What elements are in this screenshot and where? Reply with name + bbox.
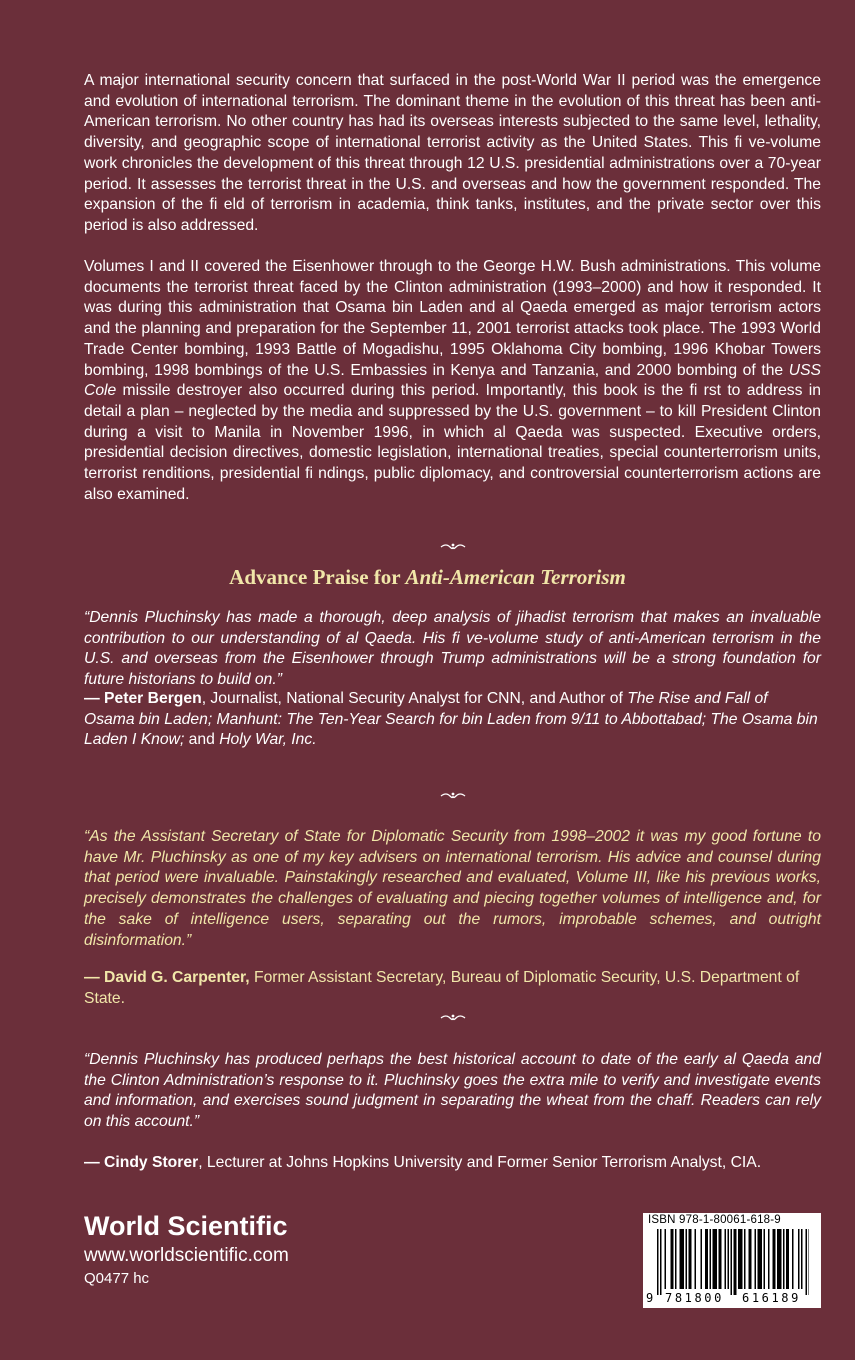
barcode-bar — [665, 1229, 667, 1289]
barcode-bar — [758, 1229, 763, 1289]
attribution-3-name: — Cindy Storer — [84, 1154, 199, 1171]
praise-attribution-1 — [84, 689, 821, 751]
ornament-divider-icon — [440, 791, 466, 801]
barcode-left-digits: 781800 — [665, 1291, 724, 1305]
praise-quote-2: “As the Assistant Secretary of State for Diplomatic Security from 1998–2002 it was my good fortune to have Mr. Pluchinsky as one of my key advisers on international terrorism. His advice and counsel during that period were invaluable. Painstakingly researched and evaluated, Volume III, like his previous works, precisely demonstrates the challenges of evaluating and piecing together volumes of intelligence and, for the sake of intelligence users, separating out the rumors, improbable schemes, and outright disinformation.” — [84, 828, 821, 949]
paragraph-2-text-b: missile destroyer also occurred during this period. Importantly, this book is the fi rst to address in detail a plan – neglected by the media and suppressed by the U.S. government – to kill President Clinton during a visit to Manila in November 1996, in which al Qaeda was suspected. Executive orders, presidential decision directives, domestic legislation, international treaties, special counterterrorism units, terrorist renditions, presidential fi ndings, public diplomacy, and controversial counterterrorism actions are also examined. — [84, 382, 821, 503]
barcode-right-digits: 616189 — [742, 1291, 801, 1305]
barcode-bar — [728, 1229, 730, 1289]
attribution-3-role: , Lecturer at Johns Hopkins University and Former Senior Terrorism Analyst, CIA. — [198, 1154, 762, 1171]
barcode-bar — [749, 1229, 752, 1289]
barcode-bar — [701, 1229, 703, 1289]
paragraph-2-text-a: Volumes I and II covered the Eisenhower through to the George H.W. Bush administrations. This volume documents the terrorist threat faced by the Clinton administration (1993–2000) and how it responded. It was during this administration that Osama bin Laden and al Qaeda emerged as major terrorism actors and the planning and preparation for the September 11, 2001 terrorist attacks took place. The 1993 World Trade Center bombing, 1993 Battle of Mogadishu, 1995 Oklahoma City bombing, 1996 Khobar Towers bombing, 1998 bombings of the U.S. Embassies in Kenya and Tanzania, and 2000 bombing of the — [84, 258, 821, 379]
barcode-bar — [764, 1229, 766, 1289]
praise-heading-prefix: Advance Praise for — [229, 565, 406, 589]
barcode-bar — [705, 1229, 708, 1289]
barcode-bar — [798, 1229, 800, 1289]
barcode-bar — [680, 1229, 685, 1289]
publisher-url: www.worldscientific.com — [84, 1245, 289, 1266]
barcode-first-digit: 9 — [646, 1291, 654, 1305]
description-paragraph-1: A major international security concern that surfaced in the post-World War II period was the emergence and evolution of international terrorism. The dominant theme in the evolution of this threat has been anti-American terrorism. No other country has had its overseas interests subjected to the same level, lethality, diversity, and geographic scope of international terrorist activity as the United States. This fi ve-volume work chronicles the development of this threat through 12 U.S. presidential administrations over a 70-year period. It assesses the terrorist threat in the U.S. and overseas and how the government responded. The expansion of the fi eld of terrorism in academia, think tanks, institutes, and the private sector over this period is also addressed. — [84, 72, 821, 234]
barcode-bar — [777, 1229, 782, 1289]
barcode-bar — [786, 1229, 789, 1289]
barcode-bar — [783, 1229, 785, 1289]
praise-attribution-2 — [84, 968, 821, 1009]
attribution-2-role: Former Assistant Secretary, Bureau of Diplomatic Security, U.S. Department of State. — [84, 969, 800, 1007]
barcode-bar — [686, 1229, 688, 1289]
barcode-bar — [660, 1229, 662, 1295]
ornament-divider-icon — [440, 1013, 466, 1023]
attribution-1-role: , Journalist, National Security Analyst for CNN, and Author of — [201, 690, 628, 707]
praise-heading-title: Anti-American Terrorism — [405, 565, 626, 589]
description-paragraph-2 — [84, 257, 821, 505]
publisher-name: World Scientific — [84, 1211, 288, 1241]
isbn-barcode — [643, 1213, 821, 1308]
attribution-1-name: — Peter Bergen — [84, 690, 202, 707]
praise-heading — [0, 565, 855, 590]
barcode-bars — [657, 1229, 809, 1295]
barcode-bar — [675, 1229, 677, 1289]
barcode-bar — [768, 1229, 770, 1289]
barcode-bar — [738, 1229, 743, 1289]
product-code: Q0477 hc — [84, 1270, 150, 1287]
barcode-bar — [725, 1229, 727, 1289]
barcode-bar — [806, 1229, 808, 1295]
barcode-bar — [792, 1229, 794, 1289]
attribution-2-name: — David G. Carpenter, — [84, 969, 250, 986]
praise-quote-1: “Dennis Pluchinsky has made a thorough, deep analysis of jihadist terrorism that makes an invaluable contribution to our understanding of al Qaeda. His fi ve-volume study of anti-American terrorism in the U.S. and overseas from the Eisenhower through Trump administrations will be a strong foundation for future historians to build on.” — [84, 609, 821, 689]
attribution-1-and: and — [184, 731, 220, 749]
praise-quote-3: “Dennis Pluchinsky has produced perhaps the best historical account to date of the early al Qaeda and the Clinton Administration’s response to it. Pluchinsky goes the extra mile to verify and investigate events and information, and exercises sound judgment in separating the wheat from the chaff. Readers can rely on this account.” — [84, 1051, 821, 1131]
barcode-bar — [710, 1229, 712, 1289]
barcode-bar — [773, 1229, 776, 1289]
barcode-bar — [744, 1229, 746, 1289]
praise-attribution-3 — [84, 1153, 821, 1174]
barcode-bar — [809, 1229, 810, 1295]
attribution-1-last-book: Holy War, Inc. — [219, 731, 317, 749]
attribution-1-books: The Rise and Fall of Osama bin Laden; Manhunt: The Ten-Year Search for bin Laden from 9/11 to Abbottabad; The Osama bin Laden I Know; — [84, 690, 818, 749]
barcode-bar — [689, 1229, 692, 1289]
ship-name: USS Cole — [84, 361, 821, 400]
barcode-bar — [731, 1229, 733, 1295]
isbn-label: ISBN 978-1-80061-618-9 — [648, 1214, 781, 1226]
barcode-bar — [657, 1229, 659, 1295]
barcode-bar — [734, 1229, 737, 1295]
barcode-bar — [801, 1229, 803, 1289]
barcode-bar — [695, 1229, 697, 1289]
ornament-divider-icon — [440, 542, 466, 552]
barcode-bar — [719, 1229, 722, 1289]
barcode-bar — [755, 1229, 757, 1289]
barcode-bar — [713, 1229, 718, 1289]
barcode-bar — [671, 1229, 674, 1289]
